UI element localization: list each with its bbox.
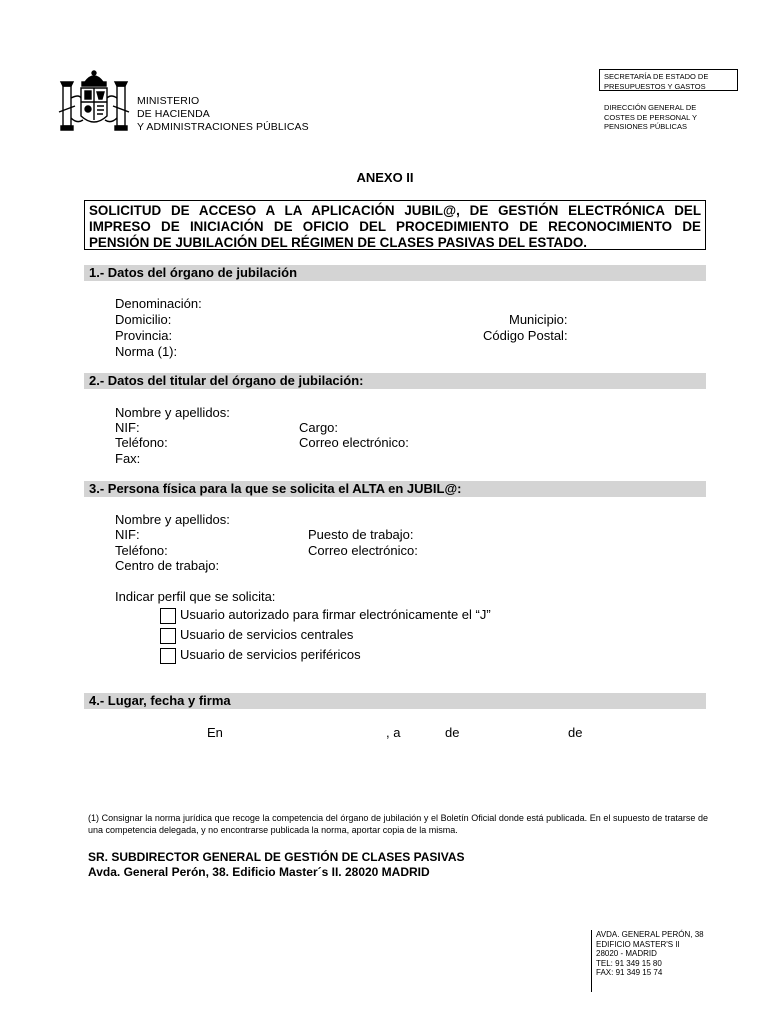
denominacion-label: Denominación: xyxy=(115,296,202,311)
section-3-header: 3.- Persona física para la que se solicita el ALTA en JUBIL@: xyxy=(84,481,706,497)
titular-telefono-label: Teléfono: xyxy=(115,435,168,450)
secretaria-line: SECRETARÍA DE ESTADO DE xyxy=(604,72,709,81)
ministry-line: Y ADMINISTRACIONES PÚBLICAS xyxy=(137,121,309,133)
recipient-line: SR. SUBDIRECTOR GENERAL DE GESTIÓN DE CLASES PASIVAS xyxy=(88,850,465,864)
secretaria-box xyxy=(599,69,738,91)
fecha-de-label-2: de xyxy=(568,725,583,740)
title-line: IMPRESO DE INICIACIÓN DE OFICIO DEL PROCEDIMIENTO DE RECONOCIMIENTO DE xyxy=(89,219,701,234)
contact-line: TEL: 91 349 15 80 xyxy=(596,958,662,968)
direccion-line: PENSIONES PÚBLICAS xyxy=(604,122,687,131)
perfil-perifericos-label: Usuario de servicios periféricos xyxy=(180,647,361,662)
norma-label: Norma (1): xyxy=(115,344,178,359)
perfil-perifericos-checkbox[interactable] xyxy=(160,648,176,664)
direccion-line: COSTES DE PERSONAL Y xyxy=(604,112,697,122)
perfil-firma-label: Usuario autorizado para firmar electrónicamente el “J” xyxy=(180,607,491,622)
persona-telefono-label: Teléfono: xyxy=(115,543,168,558)
titular-nif-label: NIF: xyxy=(115,420,140,435)
provincia-label: Provincia: xyxy=(115,328,173,343)
municipio-label: Municipio: xyxy=(509,312,568,327)
persona-correo-label: Correo electrónico: xyxy=(308,543,418,558)
codigo-postal-label: Código Postal: xyxy=(483,328,568,343)
persona-nif-label: NIF: xyxy=(115,527,140,542)
titular-fax-label: Fax: xyxy=(115,451,141,466)
lugar-en-label: En xyxy=(207,725,223,740)
contact-address-box xyxy=(591,930,731,992)
ministry-line: DE HACIENDA xyxy=(137,108,210,120)
coat-of-arms-logo xyxy=(55,68,133,146)
secretaria-line: PRESUPUESTOS Y GASTOS xyxy=(604,81,706,91)
section-1-header: 1.- Datos del órgano de jubilación xyxy=(84,265,706,281)
perfil-label: Indicar perfil que se solicita: xyxy=(115,589,276,604)
contact-line: AVDA. GENERAL PERÓN, 38 xyxy=(596,930,704,939)
anexo-heading: ANEXO II xyxy=(356,170,414,185)
ministry-name xyxy=(137,95,309,134)
ministry-line: MINISTERIO xyxy=(137,95,200,107)
document-title xyxy=(84,200,706,250)
domicilio-label: Domicilio: xyxy=(115,312,172,327)
perfil-centrales-checkbox[interactable] xyxy=(160,628,176,644)
persona-puesto-label: Puesto de trabajo: xyxy=(308,527,414,542)
persona-nombre-label: Nombre y apellidos: xyxy=(115,512,230,527)
persona-centro-label: Centro de trabajo: xyxy=(115,558,220,573)
fecha-a-label: , a xyxy=(386,725,401,740)
footnote: (1) Consignar la norma jurídica que recoge la competencia del órgano de jubilación y el Boletín Oficial donde está publicada. En el supuesto de tratarse de una competencia delegada, y no encontrarse publicada la norma, aportar copia de la misma. xyxy=(88,813,708,835)
contact-line: FAX: 91 349 15 74 xyxy=(596,968,663,977)
recipient-address xyxy=(88,850,465,880)
fecha-de-label: de xyxy=(445,725,460,740)
title-line: PENSIÓN DE JUBILACIÓN DEL RÉGIMEN DE CLASES PASIVAS DEL ESTADO. xyxy=(89,235,588,250)
section-4-header: 4.- Lugar, fecha y firma xyxy=(84,693,706,709)
titular-correo-label: Correo electrónico: xyxy=(299,435,409,450)
recipient-line: Avda. General Perón, 38. Edificio Master´s II. 28020 MADRID xyxy=(88,865,430,879)
direccion-line: DIRECCIÓN GENERAL DE xyxy=(604,103,697,112)
title-line: SOLICITUD DE ACCESO A LA APLICACIÓN JUBIL@, DE GESTIÓN ELECTRÓNICA DEL xyxy=(89,203,701,218)
contact-line: 28020 - MADRID xyxy=(596,949,657,958)
titular-nombre-label: Nombre y apellidos: xyxy=(115,405,230,420)
contact-line: EDIFICIO MASTER'S II xyxy=(596,939,680,949)
direccion-general xyxy=(604,103,697,132)
perfil-firma-checkbox[interactable] xyxy=(160,608,176,624)
titular-cargo-label: Cargo: xyxy=(299,420,339,435)
perfil-centrales-label: Usuario de servicios centrales xyxy=(180,627,354,642)
section-2-header: 2.- Datos del titular del órgano de jubilación: xyxy=(84,373,706,389)
